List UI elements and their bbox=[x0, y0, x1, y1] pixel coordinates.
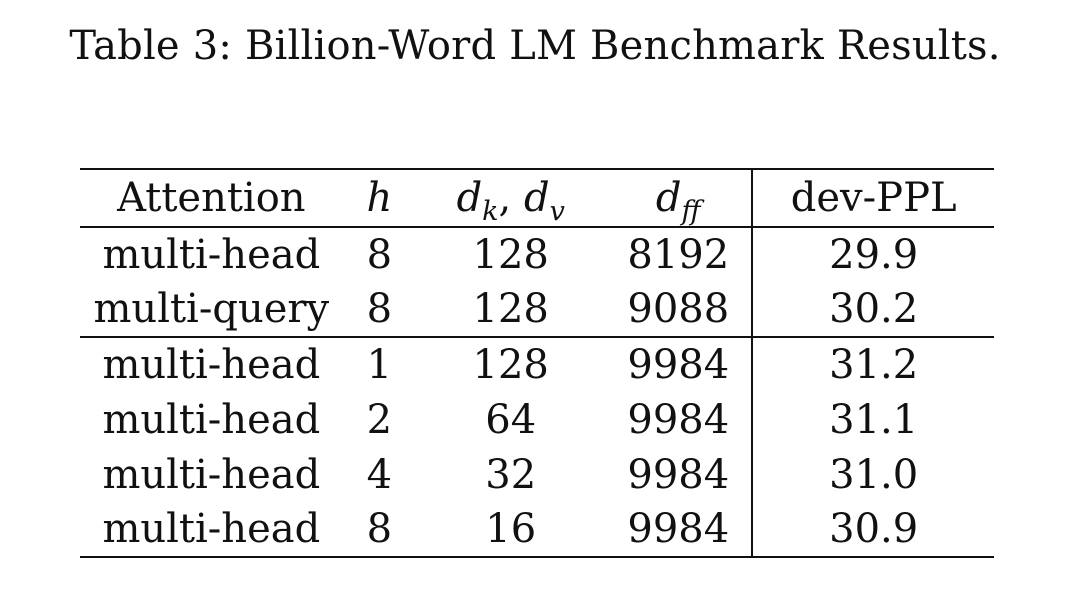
cell-attention: multi-head bbox=[102, 342, 321, 388]
cell-attention: multi-query bbox=[80, 282, 343, 337]
cell-dev-ppl-best: 29.9 bbox=[752, 227, 994, 282]
table-row bbox=[80, 447, 994, 502]
cell-attention: multi-head bbox=[102, 396, 321, 443]
table-row bbox=[80, 337, 994, 392]
cell-attention: multi-head bbox=[102, 451, 321, 498]
cell-dff: 9984 bbox=[605, 502, 752, 557]
cell-dff: 9984 bbox=[627, 342, 730, 388]
header-dev-ppl: dev-PPL bbox=[752, 169, 994, 227]
header-dff bbox=[605, 169, 752, 227]
header-dk-base: d bbox=[456, 175, 483, 221]
cell-attention: multi-head bbox=[102, 232, 321, 278]
header-dk-sub: k bbox=[482, 196, 499, 227]
header-h: h bbox=[343, 169, 417, 227]
cell-dev-ppl: 31.1 bbox=[752, 392, 994, 447]
cell-attention: multi-head bbox=[80, 502, 343, 557]
header-dv-sub: v bbox=[549, 196, 565, 227]
cell-h: 1 bbox=[366, 342, 393, 388]
cell-dev-ppl: 31.2 bbox=[752, 337, 994, 392]
header-row bbox=[80, 169, 994, 227]
header-dff-sub: ff bbox=[681, 196, 701, 227]
cell-h: 8 bbox=[343, 282, 417, 337]
cell-dev-ppl: 30.9 bbox=[752, 502, 994, 557]
cell-h: 2 bbox=[366, 396, 393, 443]
cell-dk-dv: 64 bbox=[485, 396, 537, 443]
header-dv-base: d bbox=[523, 175, 550, 221]
cell-dk-dv: 32 bbox=[485, 451, 537, 498]
cell-dk-dv: 128 bbox=[472, 342, 549, 388]
cell-dff: 9984 bbox=[627, 396, 730, 443]
table-caption: Table 3: Billion-Word LM Benchmark Results. bbox=[69, 23, 1001, 69]
cell-dk-dv: 128 bbox=[472, 232, 549, 278]
cell-h: 8 bbox=[343, 502, 417, 557]
table-row bbox=[80, 227, 994, 282]
cell-dff: 8192 bbox=[627, 232, 730, 278]
header-attention: Attention bbox=[80, 169, 343, 227]
header-dff-base: d bbox=[655, 175, 682, 221]
table-row bbox=[80, 282, 994, 337]
table-row bbox=[80, 502, 994, 557]
cell-h: 8 bbox=[366, 232, 393, 278]
cell-dk-dv: 16 bbox=[416, 502, 605, 557]
header-dk-sep: , bbox=[498, 175, 524, 221]
cell-dff: 9984 bbox=[627, 451, 730, 498]
cell-dev-ppl: 30.2 bbox=[752, 282, 994, 337]
cell-dev-ppl: 31.0 bbox=[752, 447, 994, 502]
cell-dk-dv: 128 bbox=[416, 282, 605, 337]
results-table bbox=[80, 168, 994, 558]
table-row bbox=[80, 392, 994, 447]
header-dk-dv bbox=[416, 169, 605, 227]
cell-dff: 9088 bbox=[605, 282, 752, 337]
cell-h: 4 bbox=[366, 451, 393, 498]
